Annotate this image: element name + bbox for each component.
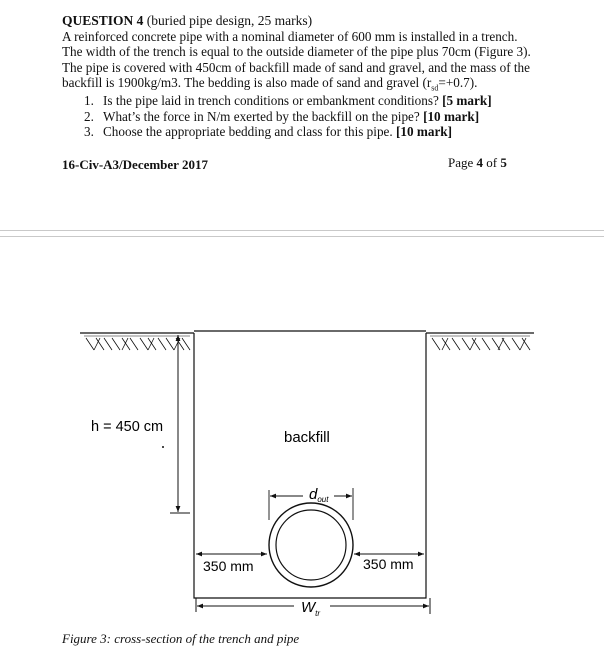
ground-surface-left: [80, 333, 194, 350]
body-line: A reinforced concrete pipe with a nominal diameter of 600 mm is installed in a trench.: [62, 29, 518, 44]
backfill-label: backfill: [284, 429, 330, 446]
rsd-value: =+0.7).: [438, 75, 478, 91]
mark-dot: [162, 446, 164, 448]
pipe-inner-wall: [276, 510, 346, 580]
marks: [5 mark]: [442, 93, 492, 108]
question-label: QUESTION 4: [62, 13, 144, 28]
marks: [10 mark]: [395, 124, 453, 139]
question-item: 1. Is the pipe laid in trench conditions or embankment conditions? [5 mark]: [84, 93, 492, 108]
question-item: 3. Choose the appropriate bedding and class for this pipe. [10 mark]: [84, 124, 453, 139]
body-line: The pipe is covered with 450cm of backfill made of sand and gravel, and the mass of the: [62, 59, 531, 75]
right-clearance-label: 350 mm: [363, 556, 414, 572]
question-item: 2. What’s the force in N/m exerted by the backfill on the pipe? [10 mark]: [84, 108, 480, 124]
pipe-outer-wall: [269, 503, 353, 587]
page-number: Page 4 of 5: [448, 155, 507, 170]
wtr-label: $W_{tr}$: [301, 599, 321, 618]
rsd-subscript: sd: [431, 83, 439, 93]
ground-surface-right: [426, 333, 534, 350]
exam-code: 16-Civ-A3/December 2017: [62, 157, 208, 172]
figure-caption: Figure 3: cross-section of the trench and pipe: [62, 631, 300, 646]
dout-label: $d_{out}$: [309, 486, 329, 504]
question-subtitle: (buried pipe design, 25 marks): [146, 13, 313, 28]
marks: [10 mark]: [423, 108, 480, 124]
body-line: backfill is 1900kg/m3. The bedding is also made of sand and gravel $(r_{sd}=+0.7)$.: [62, 75, 478, 93]
left-clearance-label: 350 mm: [203, 558, 254, 574]
depth-label: h = 450 cm: [91, 419, 164, 435]
body-line: The width of the trench is equal to the outside diameter of the pipe plus 70cm (Figure 3).: [62, 44, 531, 60]
